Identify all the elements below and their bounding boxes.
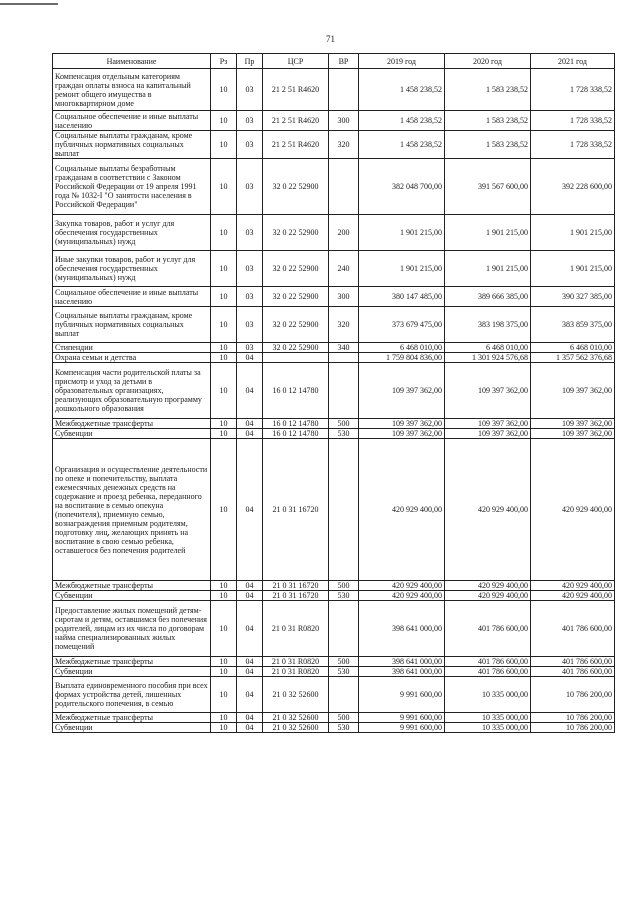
cell-y2021: 1 901 215,00 — [531, 251, 615, 287]
cell-vr: 300 — [329, 111, 359, 131]
header-rz: Рз — [211, 54, 237, 69]
cell-name: Выплата единовременного пособия при всех формах устройства детей, лишенных родительского попечения, в семью — [53, 677, 211, 713]
cell-csr: 16 0 12 14780 — [263, 429, 329, 439]
cell-csr: 32 0 22 52900 — [263, 251, 329, 287]
table-row — [53, 363, 615, 419]
cell-pr: 04 — [237, 667, 263, 677]
cell-y2020: 1 901 215,00 — [445, 215, 531, 251]
header-2019: 2019 год — [359, 54, 445, 69]
cell-rz: 10 — [211, 343, 237, 353]
cell-y2020: 10 335 000,00 — [445, 713, 531, 723]
table-row — [53, 429, 615, 439]
table-row — [53, 723, 615, 733]
cell-vr: 530 — [329, 591, 359, 601]
cell-name: Межбюджетные трансферты — [53, 713, 211, 723]
cell-y2020: 401 786 600,00 — [445, 667, 531, 677]
table-row — [53, 69, 615, 111]
cell-pr: 04 — [237, 419, 263, 429]
cell-name: Компенсация части родительской платы за присмотр и уход за детьми в образовательных организациях, реализующих образовательную программу дошкольного образования — [53, 363, 211, 419]
cell-csr: 32 0 22 52900 — [263, 307, 329, 343]
cell-csr: 32 0 22 52900 — [263, 343, 329, 353]
table-row — [53, 251, 615, 287]
cell-vr: 500 — [329, 581, 359, 591]
cell-y2019: 398 641 000,00 — [359, 667, 445, 677]
cell-csr: 32 0 22 52900 — [263, 287, 329, 307]
cell-pr: 04 — [237, 601, 263, 657]
cell-name: Стипендии — [53, 343, 211, 353]
cell-y2021: 6 468 010,00 — [531, 343, 615, 353]
cell-name: Закупка товаров, работ и услуг для обеспечения государственных (муниципальных) нужд — [53, 215, 211, 251]
cell-csr: 21 2 51 R4620 — [263, 131, 329, 159]
cell-rz: 10 — [211, 353, 237, 363]
cell-csr: 21 0 31 16720 — [263, 581, 329, 591]
cell-y2020: 109 397 362,00 — [445, 363, 531, 419]
cell-y2021: 383 859 375,00 — [531, 307, 615, 343]
table-row — [53, 131, 615, 159]
cell-rz: 10 — [211, 429, 237, 439]
cell-pr: 03 — [237, 215, 263, 251]
cell-vr — [329, 677, 359, 713]
cell-y2021: 420 929 400,00 — [531, 439, 615, 581]
cell-name: Межбюджетные трансферты — [53, 581, 211, 591]
cell-vr — [329, 601, 359, 657]
cell-y2021: 1 728 338,52 — [531, 69, 615, 111]
table-row — [53, 677, 615, 713]
cell-csr: 21 0 31 16720 — [263, 591, 329, 601]
cell-rz: 10 — [211, 723, 237, 733]
cell-y2019: 109 397 362,00 — [359, 419, 445, 429]
cell-y2020: 109 397 362,00 — [445, 419, 531, 429]
cell-rz: 10 — [211, 251, 237, 287]
cell-csr: 21 0 31 R0820 — [263, 667, 329, 677]
cell-y2019: 9 991 600,00 — [359, 677, 445, 713]
cell-vr: 530 — [329, 429, 359, 439]
cell-vr: 320 — [329, 307, 359, 343]
table-row — [53, 591, 615, 601]
cell-y2020: 10 335 000,00 — [445, 677, 531, 713]
cell-y2019: 1 458 238,52 — [359, 131, 445, 159]
table-row — [53, 287, 615, 307]
cell-rz: 10 — [211, 439, 237, 581]
cell-pr: 04 — [237, 353, 263, 363]
cell-vr: 530 — [329, 667, 359, 677]
cell-y2021: 390 327 385,00 — [531, 287, 615, 307]
cell-csr: 21 0 31 R0820 — [263, 601, 329, 657]
cell-y2020: 420 929 400,00 — [445, 581, 531, 591]
cell-pr: 03 — [237, 307, 263, 343]
cell-rz: 10 — [211, 581, 237, 591]
cell-vr: 240 — [329, 251, 359, 287]
cell-y2021: 420 929 400,00 — [531, 581, 615, 591]
cell-rz: 10 — [211, 667, 237, 677]
cell-y2019: 1 458 238,52 — [359, 111, 445, 131]
cell-y2019: 1 901 215,00 — [359, 251, 445, 287]
cell-y2020: 6 468 010,00 — [445, 343, 531, 353]
cell-y2020: 389 666 385,00 — [445, 287, 531, 307]
cell-y2021: 1 901 215,00 — [531, 215, 615, 251]
table-row — [53, 353, 615, 363]
table-row — [53, 657, 615, 667]
cell-y2021: 420 929 400,00 — [531, 591, 615, 601]
cell-y2020: 420 929 400,00 — [445, 591, 531, 601]
cell-y2021: 10 786 200,00 — [531, 723, 615, 733]
cell-rz: 10 — [211, 677, 237, 713]
cell-y2019: 6 468 010,00 — [359, 343, 445, 353]
header-pr: Пр — [237, 54, 263, 69]
cell-y2019: 420 929 400,00 — [359, 591, 445, 601]
cell-y2020: 1 583 238,52 — [445, 131, 531, 159]
cell-y2021: 392 228 600,00 — [531, 159, 615, 215]
cell-y2020: 109 397 362,00 — [445, 429, 531, 439]
cell-pr: 03 — [237, 287, 263, 307]
cell-vr: 320 — [329, 131, 359, 159]
cell-csr: 16 0 12 14780 — [263, 363, 329, 419]
cell-y2019: 382 048 700,00 — [359, 159, 445, 215]
cell-y2020: 401 786 600,00 — [445, 657, 531, 667]
cell-y2021: 109 397 362,00 — [531, 419, 615, 429]
table-row — [53, 343, 615, 353]
cell-pr: 03 — [237, 343, 263, 353]
header-2021: 2021 год — [531, 54, 615, 69]
cell-pr: 04 — [237, 723, 263, 733]
cell-y2019: 9 991 600,00 — [359, 723, 445, 733]
cell-rz: 10 — [211, 591, 237, 601]
header-2020: 2020 год — [445, 54, 531, 69]
cell-vr — [329, 363, 359, 419]
table-row — [53, 419, 615, 429]
header-vr: ВР — [329, 54, 359, 69]
cell-name: Субвенции — [53, 723, 211, 733]
cell-y2019: 373 679 475,00 — [359, 307, 445, 343]
cell-name: Межбюджетные трансферты — [53, 657, 211, 667]
cell-pr: 03 — [237, 111, 263, 131]
cell-pr: 04 — [237, 439, 263, 581]
cell-name: Субвенции — [53, 429, 211, 439]
cell-csr: 32 0 22 52900 — [263, 215, 329, 251]
cell-rz: 10 — [211, 419, 237, 429]
cell-name: Компенсация отдельным категориям граждан оплаты взноса на капитальный ремонт общего имущества в многоквартирном доме — [53, 69, 211, 111]
cell-pr: 04 — [237, 363, 263, 419]
cell-y2021: 1 357 562 376,68 — [531, 353, 615, 363]
cell-rz: 10 — [211, 111, 237, 131]
table-row — [53, 581, 615, 591]
cell-y2019: 1 458 238,52 — [359, 69, 445, 111]
cell-pr: 03 — [237, 251, 263, 287]
cell-vr: 500 — [329, 657, 359, 667]
cell-pr: 04 — [237, 581, 263, 591]
cell-y2020: 1 583 238,52 — [445, 69, 531, 111]
cell-name: Межбюджетные трансферты — [53, 419, 211, 429]
cell-csr: 21 0 31 R0820 — [263, 657, 329, 667]
cell-pr: 04 — [237, 713, 263, 723]
cell-name: Социальные выплаты гражданам, кроме публичных нормативных социальных выплат — [53, 131, 211, 159]
cell-pr: 04 — [237, 657, 263, 667]
cell-pr: 03 — [237, 69, 263, 111]
cell-csr — [263, 353, 329, 363]
cell-csr: 21 2 51 R4620 — [263, 111, 329, 131]
cell-name: Субвенции — [53, 667, 211, 677]
cell-name: Охрана семьи и детства — [53, 353, 211, 363]
cell-rz: 10 — [211, 363, 237, 419]
cell-y2020: 1 583 238,52 — [445, 111, 531, 131]
cell-vr: 530 — [329, 723, 359, 733]
cell-rz: 10 — [211, 159, 237, 215]
cell-name: Социальное обеспечение и иные выплаты населению — [53, 287, 211, 307]
cell-y2021: 109 397 362,00 — [531, 363, 615, 419]
cell-rz: 10 — [211, 713, 237, 723]
cell-y2020: 401 786 600,00 — [445, 601, 531, 657]
page-number: 71 — [326, 34, 335, 44]
cell-csr: 16 0 12 14780 — [263, 419, 329, 429]
table-header-row — [53, 54, 615, 69]
cell-y2020: 10 335 000,00 — [445, 723, 531, 733]
cell-y2019: 420 929 400,00 — [359, 581, 445, 591]
cell-vr: 500 — [329, 713, 359, 723]
cell-y2020: 391 567 600,00 — [445, 159, 531, 215]
cell-name: Социальные выплаты безработным гражданам в соответствии с Законом Российской Федерации от 19 апреля 1991 года № 1032-I "О занятости населения в Российской Федерации" — [53, 159, 211, 215]
cell-csr: 21 0 32 52600 — [263, 723, 329, 733]
cell-y2019: 398 641 000,00 — [359, 657, 445, 667]
cell-y2021: 109 397 362,00 — [531, 429, 615, 439]
cell-y2021: 10 786 200,00 — [531, 713, 615, 723]
table-row — [53, 111, 615, 131]
header-csr: ЦСР — [263, 54, 329, 69]
cell-csr: 21 0 32 52600 — [263, 713, 329, 723]
cell-y2020: 383 198 375,00 — [445, 307, 531, 343]
cell-y2019: 1 759 804 836,00 — [359, 353, 445, 363]
table-row — [53, 601, 615, 657]
cell-vr: 500 — [329, 419, 359, 429]
cell-pr: 04 — [237, 677, 263, 713]
cell-vr — [329, 69, 359, 111]
cell-vr: 300 — [329, 287, 359, 307]
cell-vr: 200 — [329, 215, 359, 251]
cell-y2019: 398 641 000,00 — [359, 601, 445, 657]
cell-csr: 21 0 32 52600 — [263, 677, 329, 713]
cell-y2021: 401 786 600,00 — [531, 657, 615, 667]
budget-table — [52, 53, 615, 733]
cell-name: Иные закупки товаров, работ и услуг для обеспечения государственных (муниципальных) нужд — [53, 251, 211, 287]
cell-y2021: 10 786 200,00 — [531, 677, 615, 713]
cell-vr: 340 — [329, 343, 359, 353]
cell-pr: 04 — [237, 591, 263, 601]
cell-name: Субвенции — [53, 591, 211, 601]
cell-pr: 03 — [237, 159, 263, 215]
cell-y2019: 380 147 485,00 — [359, 287, 445, 307]
cell-y2021: 401 786 600,00 — [531, 601, 615, 657]
cell-rz: 10 — [211, 657, 237, 667]
table-row — [53, 439, 615, 581]
cell-pr: 04 — [237, 429, 263, 439]
cell-y2020: 420 929 400,00 — [445, 439, 531, 581]
cell-csr: 21 0 31 16720 — [263, 439, 329, 581]
cell-rz: 10 — [211, 215, 237, 251]
cell-y2019: 420 929 400,00 — [359, 439, 445, 581]
cell-rz: 10 — [211, 287, 237, 307]
cell-y2021: 401 786 600,00 — [531, 667, 615, 677]
cell-csr: 32 0 22 52900 — [263, 159, 329, 215]
table-row — [53, 215, 615, 251]
cell-name: Организация и осуществление деятельности по опеке и попечительству, выплата ежемесячных денежных средств на содержание и проезд ребенка, переданного на воспитание в семью опекуна (попечителя), приемную семью, вознаграждения приемным родителям, подготовку лиц, желающих принять на воспитание в свою семью ребенка, оставшегося без попечения родителей — [53, 439, 211, 581]
table-row — [53, 159, 615, 215]
cell-name: Социальные выплаты гражданам, кроме публичных нормативных социальных выплат — [53, 307, 211, 343]
table-row — [53, 713, 615, 723]
header-name: Наименование — [53, 54, 211, 69]
top-rule — [0, 3, 58, 5]
cell-y2021: 1 728 338,52 — [531, 111, 615, 131]
cell-y2019: 1 901 215,00 — [359, 215, 445, 251]
table-row — [53, 307, 615, 343]
cell-csr: 21 2 51 R4620 — [263, 69, 329, 111]
cell-pr: 03 — [237, 131, 263, 159]
cell-y2020: 1 301 924 576,68 — [445, 353, 531, 363]
cell-vr — [329, 353, 359, 363]
cell-rz: 10 — [211, 601, 237, 657]
cell-y2019: 109 397 362,00 — [359, 429, 445, 439]
cell-rz: 10 — [211, 131, 237, 159]
cell-rz: 10 — [211, 69, 237, 111]
cell-y2020: 1 901 215,00 — [445, 251, 531, 287]
cell-y2019: 109 397 362,00 — [359, 363, 445, 419]
cell-rz: 10 — [211, 307, 237, 343]
cell-y2021: 1 728 338,52 — [531, 131, 615, 159]
cell-vr — [329, 159, 359, 215]
table-row — [53, 667, 615, 677]
cell-y2019: 9 991 600,00 — [359, 713, 445, 723]
cell-name: Предоставление жилых помещений детям-сиротам и детям, оставшимся без попечения родителей, лицам из их числа по договорам найма специализированных жилых помещений — [53, 601, 211, 657]
cell-vr — [329, 439, 359, 581]
cell-name: Социальное обеспечение и иные выплаты населению — [53, 111, 211, 131]
